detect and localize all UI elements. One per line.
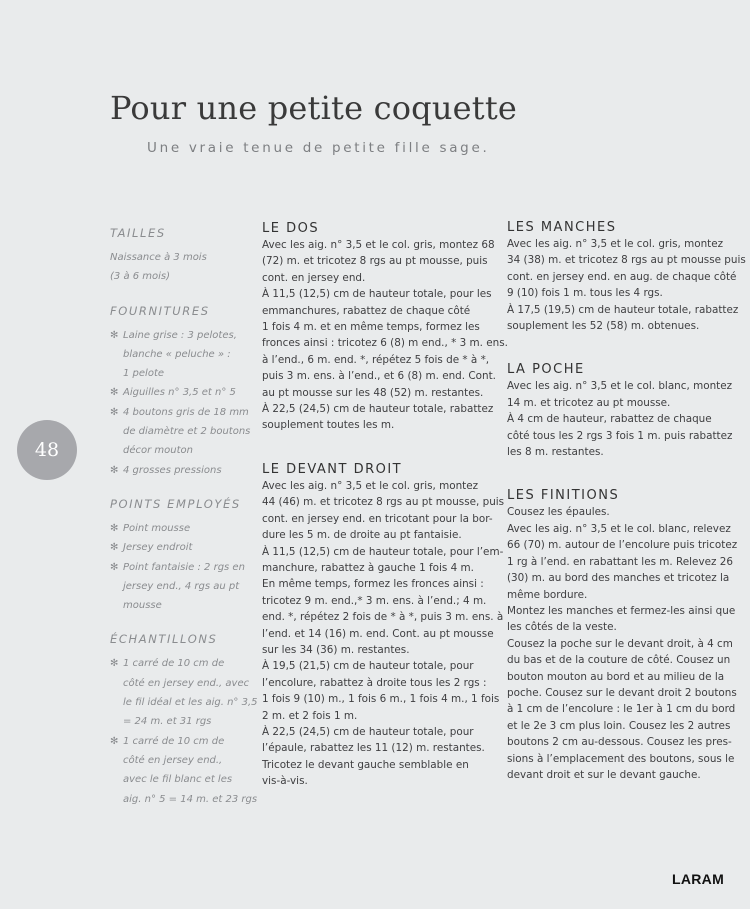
text-line: devant droit et sur le devant gauche. bbox=[507, 768, 701, 781]
snowflake-bullet-icon: ✻ bbox=[110, 542, 119, 554]
text-line: 14 m. et tricotez au pt mousse. bbox=[507, 396, 671, 409]
sizes-line: (3 à 6 mois) bbox=[110, 271, 171, 283]
text-line: À 19,5 (21,5) cm de hauteur totale, pour bbox=[262, 660, 474, 673]
text-line: À 22,5 (24,5) cm de hauteur totale, pour bbox=[262, 725, 474, 738]
right-column bbox=[507, 219, 746, 810]
text-line: sions à l’emplacement des boutons, sous le bbox=[507, 752, 735, 765]
list-item-line: = 24 m. et 31 rgs bbox=[123, 716, 212, 728]
text-line: 1 rg à l’end. en rabattant les m. Relevez 26 bbox=[507, 555, 733, 568]
text-line: Cousez la poche sur le devant droit, à 4 cm bbox=[507, 637, 733, 650]
list-item-line: Point fantaisie : 2 rgs en bbox=[123, 561, 245, 573]
text-line: 1 fois 4 m. et en même temps, formez les bbox=[262, 321, 480, 334]
section-heading: LE DEVANT DROIT bbox=[262, 461, 403, 477]
text-line: Avec les aig. n° 3,5 et le col. blanc, relevez bbox=[507, 522, 731, 535]
stitches-list bbox=[110, 519, 255, 615]
gauge-list bbox=[110, 654, 258, 808]
list-item-line: jersey end., 4 rgs au pt bbox=[123, 580, 240, 592]
text-line: à l’end., 6 m. end. *, répétez 5 fois de * à *, bbox=[262, 353, 490, 366]
section-heading: LE DOS bbox=[262, 221, 320, 236]
list-item-line: côté en jersey end., avec bbox=[123, 677, 250, 689]
section-right-front bbox=[262, 461, 505, 790]
sizes-block bbox=[110, 227, 255, 287]
middle-column bbox=[262, 220, 508, 817]
snowflake-bullet-icon: ✻ bbox=[110, 735, 119, 747]
text-line: Cousez les épaules. bbox=[507, 506, 610, 519]
text-line: Avec les aig. n° 3,5 et le col. gris, montez bbox=[507, 238, 724, 250]
supplies-heading: FOURNITURES bbox=[110, 303, 210, 318]
sizes-heading: TAILLES bbox=[110, 226, 166, 240]
list-item-line: Jersey endroit bbox=[123, 542, 193, 554]
section-pocket bbox=[507, 361, 739, 460]
text-line: Avec les aig. n° 3,5 et le col. gris, montez bbox=[262, 479, 479, 492]
text-line: cont. en jersey end. en tricotant pour la bor- bbox=[262, 512, 493, 525]
list-item bbox=[110, 326, 255, 384]
text-line: emmanchures, rabattez de chaque côté bbox=[262, 304, 471, 317]
brand-watermark: LARAM bbox=[672, 871, 725, 887]
sidebar bbox=[110, 226, 258, 827]
snowflake-bullet-icon: ✻ bbox=[110, 561, 119, 573]
text-line: vis-à-vis. bbox=[262, 775, 308, 788]
list-item-line: côté en jersey end., bbox=[123, 754, 223, 766]
snowflake-bullet-icon: ✻ bbox=[110, 522, 119, 534]
section-body bbox=[507, 504, 739, 783]
text-line: boutons 2 cm au-dessous. Cousez les pres- bbox=[507, 736, 732, 749]
supplies-block bbox=[110, 305, 255, 480]
list-item-line: décor mouton bbox=[123, 445, 193, 457]
snowflake-bullet-icon: ✻ bbox=[110, 329, 119, 341]
snowflake-bullet-icon: ✻ bbox=[110, 387, 119, 399]
text-line: puis 3 m. ens. à l’end., et 6 (8) m. end. Cont. bbox=[262, 370, 496, 383]
section-body bbox=[262, 237, 508, 434]
text-line: souplement toutes les m. bbox=[262, 419, 395, 432]
text-line: 34 (38) m. et tricotez 8 rgs au pt mousse puis bbox=[507, 254, 746, 267]
section-body bbox=[507, 236, 746, 334]
text-line: 9 (10) fois 1 m. tous les 4 rgs. bbox=[507, 287, 663, 300]
section-sleeves bbox=[507, 219, 746, 334]
list-item-line: Aiguilles n° 3,5 et n° 5 bbox=[123, 387, 236, 399]
text-line: (72) m. et tricotez 8 rgs au pt mousse, puis bbox=[262, 255, 488, 268]
text-line: l’encolure, rabattez à droite tous les 2 rgs : bbox=[262, 676, 487, 689]
text-line: cont. en jersey end. en aug. de chaque côté bbox=[507, 270, 737, 283]
text-line: À 22,5 (24,5) cm de hauteur totale, rabattez bbox=[262, 403, 494, 416]
text-line: 2 m. et 2 fois 1 m. bbox=[262, 709, 358, 722]
list-item bbox=[110, 732, 258, 809]
list-item-line: avec le fil blanc et les bbox=[123, 774, 233, 786]
snowflake-bullet-icon: ✻ bbox=[110, 464, 119, 476]
text-line: À 4 cm de hauteur, rabattez de chaque bbox=[507, 413, 712, 426]
text-line: poche. Cousez sur le devant droit 2 boutons bbox=[507, 686, 737, 699]
text-line: À 11,5 (12,5) cm de hauteur totale, pour l’em- bbox=[262, 545, 504, 558]
text-line: Avec les aig. n° 3,5 et le col. blanc, montez bbox=[507, 380, 733, 393]
section-body bbox=[262, 478, 505, 790]
text-line: manchure, rabattez à gauche 1 fois 4 m. bbox=[262, 561, 474, 574]
list-item bbox=[110, 654, 258, 731]
list-item-line: de diamètre et 2 boutons bbox=[123, 426, 251, 438]
text-line: bouton mouton au bord et au milieu de la bbox=[507, 670, 725, 683]
text-line: cont. en jersey end. bbox=[262, 271, 366, 284]
text-line: sur les 34 (36) m. restantes. bbox=[262, 643, 410, 656]
text-line: end. *, répétez 2 fois de * à *, puis 3 m. ens. à bbox=[262, 611, 504, 624]
page-number-badge bbox=[17, 420, 77, 480]
text-line: dure les 5 m. de droite au pt fantaisie. bbox=[262, 529, 462, 542]
section-body bbox=[507, 378, 739, 460]
text-line: (30) m. au bord des manches et tricotez la bbox=[507, 572, 730, 585]
text-line: l’épaule, rabattez les 11 (12) m. restantes. bbox=[262, 742, 485, 755]
stitches-heading: POINTS EMPLOYÉS bbox=[110, 496, 241, 511]
text-line: À 11,5 (12,5) cm de hauteur totale, pour les bbox=[262, 288, 492, 301]
list-item bbox=[110, 519, 255, 538]
list-item-line: 4 boutons gris de 18 mm bbox=[123, 406, 249, 418]
sizes-line: Naissance à 3 mois bbox=[110, 252, 207, 263]
text-line: 44 (46) m. et tricotez 8 rgs au pt mousse, puis bbox=[262, 496, 505, 509]
text-line: À 17,5 (19,5) cm de hauteur totale, rabattez bbox=[507, 303, 739, 316]
list-item-line: 1 carré de 10 cm de bbox=[123, 735, 225, 747]
list-item-line: 4 grosses pressions bbox=[123, 464, 222, 476]
gauge-block bbox=[110, 632, 258, 808]
section-finishing bbox=[507, 487, 739, 783]
list-item-line: Laine grise : 3 pelotes, bbox=[123, 329, 237, 341]
supplies-list bbox=[110, 326, 255, 480]
list-item-line: blanche « peluche » : bbox=[123, 348, 231, 360]
list-item bbox=[110, 383, 255, 402]
list-item bbox=[110, 403, 255, 461]
list-item bbox=[110, 538, 255, 557]
list-item bbox=[110, 558, 255, 616]
list-item-line: 1 carré de 10 cm de bbox=[123, 658, 225, 670]
text-line: du bas et de la couture de côté. Cousez un bbox=[507, 654, 731, 667]
text-line: les 8 m. restantes. bbox=[507, 446, 604, 459]
list-item bbox=[110, 461, 255, 480]
text-line: 1 fois 9 (10) m., 1 fois 6 m., 1 fois 4 m., 1 fois bbox=[262, 693, 500, 706]
text-line: à 1 cm de l’encolure : le 1er à 1 cm du bord bbox=[507, 703, 736, 716]
list-item-line: mousse bbox=[123, 600, 162, 612]
page-title: Pour une petite coquette bbox=[110, 89, 518, 127]
list-item-line: Point mousse bbox=[123, 522, 191, 534]
text-line: et le 2e 3 cm plus loin. Cousez les 2 autres bbox=[507, 719, 731, 732]
section-heading: LA POCHE bbox=[507, 362, 585, 378]
text-line: souplement les 52 (58) m. obtenues. bbox=[507, 320, 700, 333]
section-heading: LES MANCHES bbox=[507, 220, 617, 235]
text-line: l’end. et 14 (16) m. end. Cont. au pt mousse bbox=[262, 627, 494, 640]
text-line: tricotez 9 m. end.,* 3 m. ens. à l’end.; 4 m. bbox=[262, 594, 487, 607]
text-line: côté tous les 2 rgs 3 fois 1 m. puis rabattez bbox=[507, 429, 733, 442]
section-back bbox=[262, 220, 508, 434]
text-line: Montez les manches et fermez-les ainsi que bbox=[507, 604, 736, 617]
text-line: les côtés de la veste. bbox=[507, 621, 617, 634]
text-line: Avec les aig. n° 3,5 et le col. gris, montez 68 bbox=[262, 239, 495, 251]
section-heading: LES FINITIONS bbox=[507, 488, 620, 504]
text-line: même bordure. bbox=[507, 588, 588, 601]
snowflake-bullet-icon: ✻ bbox=[110, 658, 119, 670]
text-line: fronces ainsi : tricotez 6 (8) m end., * 3 m. ens. bbox=[262, 337, 508, 350]
text-line: En même temps, formez les fronces ainsi : bbox=[262, 578, 484, 591]
stitches-block bbox=[110, 498, 255, 615]
list-item-line: le fil idéal et les aig. n° 3,5 bbox=[123, 697, 258, 709]
page-number: 48 bbox=[34, 439, 60, 461]
text-line: 66 (70) m. autour de l’encolure puis tricotez bbox=[507, 539, 738, 552]
text-line: au pt mousse sur les 48 (52) m. restantes. bbox=[262, 386, 484, 399]
gauge-heading: ÉCHANTILLONS bbox=[110, 632, 218, 647]
text-line: Tricotez le devant gauche semblable en bbox=[262, 758, 469, 771]
page-subtitle: Une vraie tenue de petite fille sage. bbox=[147, 140, 490, 156]
list-item-line: aig. n° 5 = 14 m. et 23 rgs bbox=[123, 793, 258, 805]
list-item-line: 1 pelote bbox=[123, 368, 165, 380]
snowflake-bullet-icon: ✻ bbox=[110, 406, 119, 418]
